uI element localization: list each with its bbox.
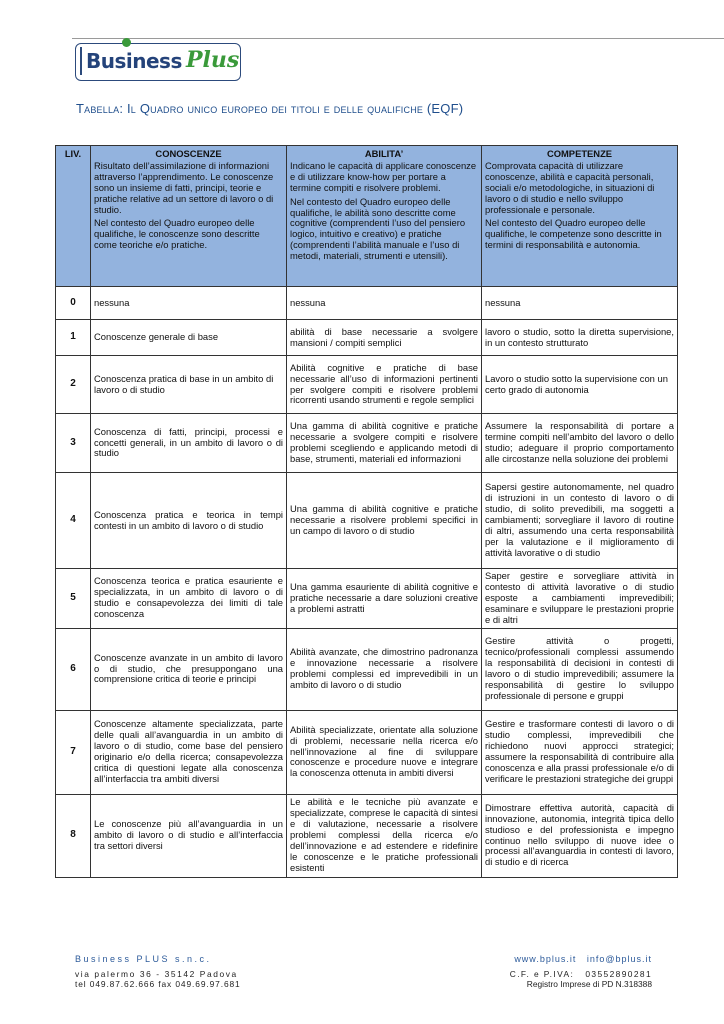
table-row-level-6: [56, 628, 678, 710]
row-competenze: Dimostrare effettiva autorità, capacità di innovazione, autonomia, integrità tipica dello studioso e del professionista e impegno continuo nello sviluppo di nuove idee o processi all’avanguardia in contesti di lavoro, di studio e di ricerca: [482, 794, 678, 877]
row-conoscenze: nessuna: [91, 287, 287, 320]
row-competenze: Sapersi gestire autonomamente, nel quadro di istruzioni in un contesto di lavoro o di studio, di solito prevedibili, ma soggetti a cambiamenti; sorvegliare il lavoro di routine di altri, assumendo una certa responsabilità per la valutazione e il miglioramento di attività lavorative o di studio: [482, 473, 678, 569]
row-conoscenze: Conoscenza di fatti, principi, processi e concetti generali, in un ambito di lavoro o di studio: [91, 414, 287, 473]
row-level: 2: [56, 356, 91, 414]
row-abilita: Abilità cognitive e pratiche di base necessarie all’uso di informazioni pertinenti per svolgere compiti e risolvere problemi ricorrenti usando strumenti e regole semplici: [287, 356, 482, 414]
header-conoscenze-p2: Nel contesto del Quadro europeo delle qualifiche, le conoscenze sono descritte come teoriche e/o pratiche.: [94, 217, 260, 251]
row-level: 0: [56, 287, 91, 320]
table-row-level-2: [56, 356, 678, 414]
header-conoscenze: [91, 146, 287, 287]
footer-registry: Registro Imprese di PD N.318388: [526, 979, 652, 989]
business-plus-logo: [75, 43, 241, 81]
table-row-level-4: [56, 473, 678, 569]
row-competenze: Gestire attività o progetti, tecnico/professionali complessi assumendo la responsabilità di decisioni in contesti di lavoro o di studio imprevedibili; assumere la responsabilità di gestire lo sviluppo professionale di persone e gruppi: [482, 628, 678, 710]
row-conoscenze: Conoscenza teorica e pratica esauriente e specializzata, in un ambito di lavoro o di studio e consapevolezza dei limiti di tale conoscenza: [91, 569, 287, 629]
row-competenze: Saper gestire e sorvegliare attività in contesto di attività lavorative o di studio esposte a cambiamenti imprevedibili; esaminare e sviluppare le prestazioni proprie e di altri: [482, 569, 678, 629]
document-title: Tabella: Il Quadro unico europeo dei titoli e delle qualifiche (EQF): [76, 101, 464, 116]
header-abilita: [287, 146, 482, 287]
row-competenze: Gestire e trasformare contesti di lavoro o di studio complessi, imprevedibili che richiedono nuovi approcci strategici; assumere la responsabilità di contribuire alla conoscenza e alla prassi professionale e/o di verificare le prestazioni strategiche dei gruppi: [482, 710, 678, 794]
header-abilita-title: ABILITA’: [364, 148, 404, 159]
header-competenze-p1: Comprovata capacità di utilizzare conoscenze, abilità e capacità personali, sociali e/o metodologiche, in situazioni di lavoro o di studio e nello sviluppo professionale e personale.: [485, 159, 655, 215]
row-abilita: Le abilità e le tecniche più avanzate e specializzate, comprese le capacità di sintesi e di valutazione, necessarie a risolvere problemi complessi della ricerca e/o dell’innovazione e ad estendere e ridefinire le conoscenze e le pratiche professionali esistenti: [287, 794, 482, 877]
header-conoscenze-title: CONOSCENZE: [155, 148, 222, 159]
footer-company: Business PLUS s.n.c.: [75, 954, 212, 964]
header-conoscenze-p1: Risultato dell’assimilazione di informazioni attraverso l’apprendimento. Le conoscenze sono un insieme di fatti, principi, teorie e pratiche relative ad un settore di lavoro o di studio.: [94, 159, 274, 215]
row-competenze: lavoro o studio, sotto la diretta supervisione, in un contesto strutturato: [482, 320, 678, 356]
footer-address: via palermo 36 - 35142 Padova: [75, 969, 238, 979]
header-competenze: [482, 146, 678, 287]
logo-text-main: Business: [86, 49, 182, 73]
row-abilita: Una gamma esauriente di abilità cognitive e pratiche necessarie a dare soluzioni creative a problemi astratti: [287, 569, 482, 629]
row-level: 6: [56, 628, 91, 710]
table-row-level-3: [56, 414, 678, 473]
table-row-level-0: [56, 287, 678, 320]
logo-bar: [80, 47, 82, 75]
footer-vat: C.F. e P.IVA: 03552890281: [509, 969, 652, 979]
row-conoscenze: Conoscenze generale di base: [91, 320, 287, 356]
row-level: 5: [56, 569, 91, 629]
row-abilita: Abilità avanzate, che dimostrino padronanza e innovazione necessarie a risolvere problemi complessi ed imprevedibili in un ambito di lavoro o di studio: [287, 628, 482, 710]
row-competenze: Assumere la responsabilità di portare a termine compiti nell’ambito del lavoro o dello studio; adeguare il proprio comportamento alle circostanze nella soluzione dei problemi: [482, 414, 678, 473]
header-competenze-title: COMPETENZE: [546, 148, 613, 159]
row-competenze: Lavoro o studio sotto la supervisione con un certo grado di autonomia: [482, 356, 678, 414]
row-level: 4: [56, 473, 91, 569]
logo-dot-icon: [122, 38, 131, 47]
row-level: 7: [56, 710, 91, 794]
row-competenze: nessuna: [482, 287, 678, 320]
row-conoscenze: Le conoscenze più all’avanguardia in un ambito di lavoro o di studio e all’interfaccia tra settori diversi: [91, 794, 287, 877]
row-level: 8: [56, 794, 91, 877]
row-abilita: Abilità specializzate, orientate alla soluzione di problemi, necessarie nella ricerca e/o nell’innovazione al fine di sviluppare conoscenze e procedure nuove e integrare la conoscenza ottenuta in ambiti diversi: [287, 710, 482, 794]
row-abilita: Una gamma di abilità cognitive e pratiche necessarie a risolvere problemi specifici in un campo di lavoro o di studio: [287, 473, 482, 569]
header-abilita-p2: Nel contesto del Quadro europeo delle qualifiche, le abilità sono descritte come cognitive (comprendenti l’uso del pensiero logico, intuitivo e creativo) e pratiche (comprendenti l’abilità manuale e l’uso di metodi, materiali, strumenti e utensili).: [290, 195, 466, 262]
table-row-level-7: [56, 710, 678, 794]
row-abilita: abilità di base necessarie a svolgere mansioni / compiti semplici: [287, 320, 482, 356]
row-level: 3: [56, 414, 91, 473]
row-abilita: nessuna: [287, 287, 482, 320]
footer-web-link[interactable]: www.bplus.it info@bplus.it: [514, 954, 652, 964]
footer-phone: tel 049.87.62.666 fax 049.69.97.681: [75, 979, 241, 989]
row-abilita: Una gamma di abilità cognitive e pratiche necessarie a svolgere compiti e risolvere problemi scegliendo e applicando metodi di base, strumenti, materiali ed informazioni: [287, 414, 482, 473]
header-abilita-p1: Indicano le capacità di applicare conoscenze e di utilizzare know-how per portare a termine compiti e risolvere problemi.: [290, 159, 477, 193]
row-conoscenze: Conoscenze altamente specializzata, parte delle quali all’avanguardia in un ambito di lavoro o di studio, come base del pensiero originario e/o della ricerca; consapevolezza critica di questioni legate alla conoscenza all’interfaccia tra ambiti diversi: [91, 710, 287, 794]
table-header-row: [56, 146, 678, 287]
logo-text-accent: Plus: [186, 47, 240, 73]
top-rule: [72, 38, 724, 39]
table-row-level-8: [56, 794, 678, 877]
row-conoscenze: Conoscenza pratica di base in un ambito di lavoro o di studio: [91, 356, 287, 414]
header-liv: LIV.: [56, 146, 91, 287]
row-conoscenze: Conoscenze avanzate in un ambito di lavoro o di studio, che presuppongano una comprensione critica di teorie e principi: [91, 628, 287, 710]
row-level: 1: [56, 320, 91, 356]
eqf-table: [55, 145, 678, 878]
table-row-level-1: [56, 320, 678, 356]
table-row-level-5: [56, 569, 678, 629]
row-conoscenze: Conoscenza pratica e teorica in tempi contesti in un ambito di lavoro o di studio: [91, 473, 287, 569]
header-competenze-p2: Nel contesto del Quadro europeo delle qualifiche, le competenze sono descritte in termini di responsabilità e autonomia.: [485, 217, 662, 251]
